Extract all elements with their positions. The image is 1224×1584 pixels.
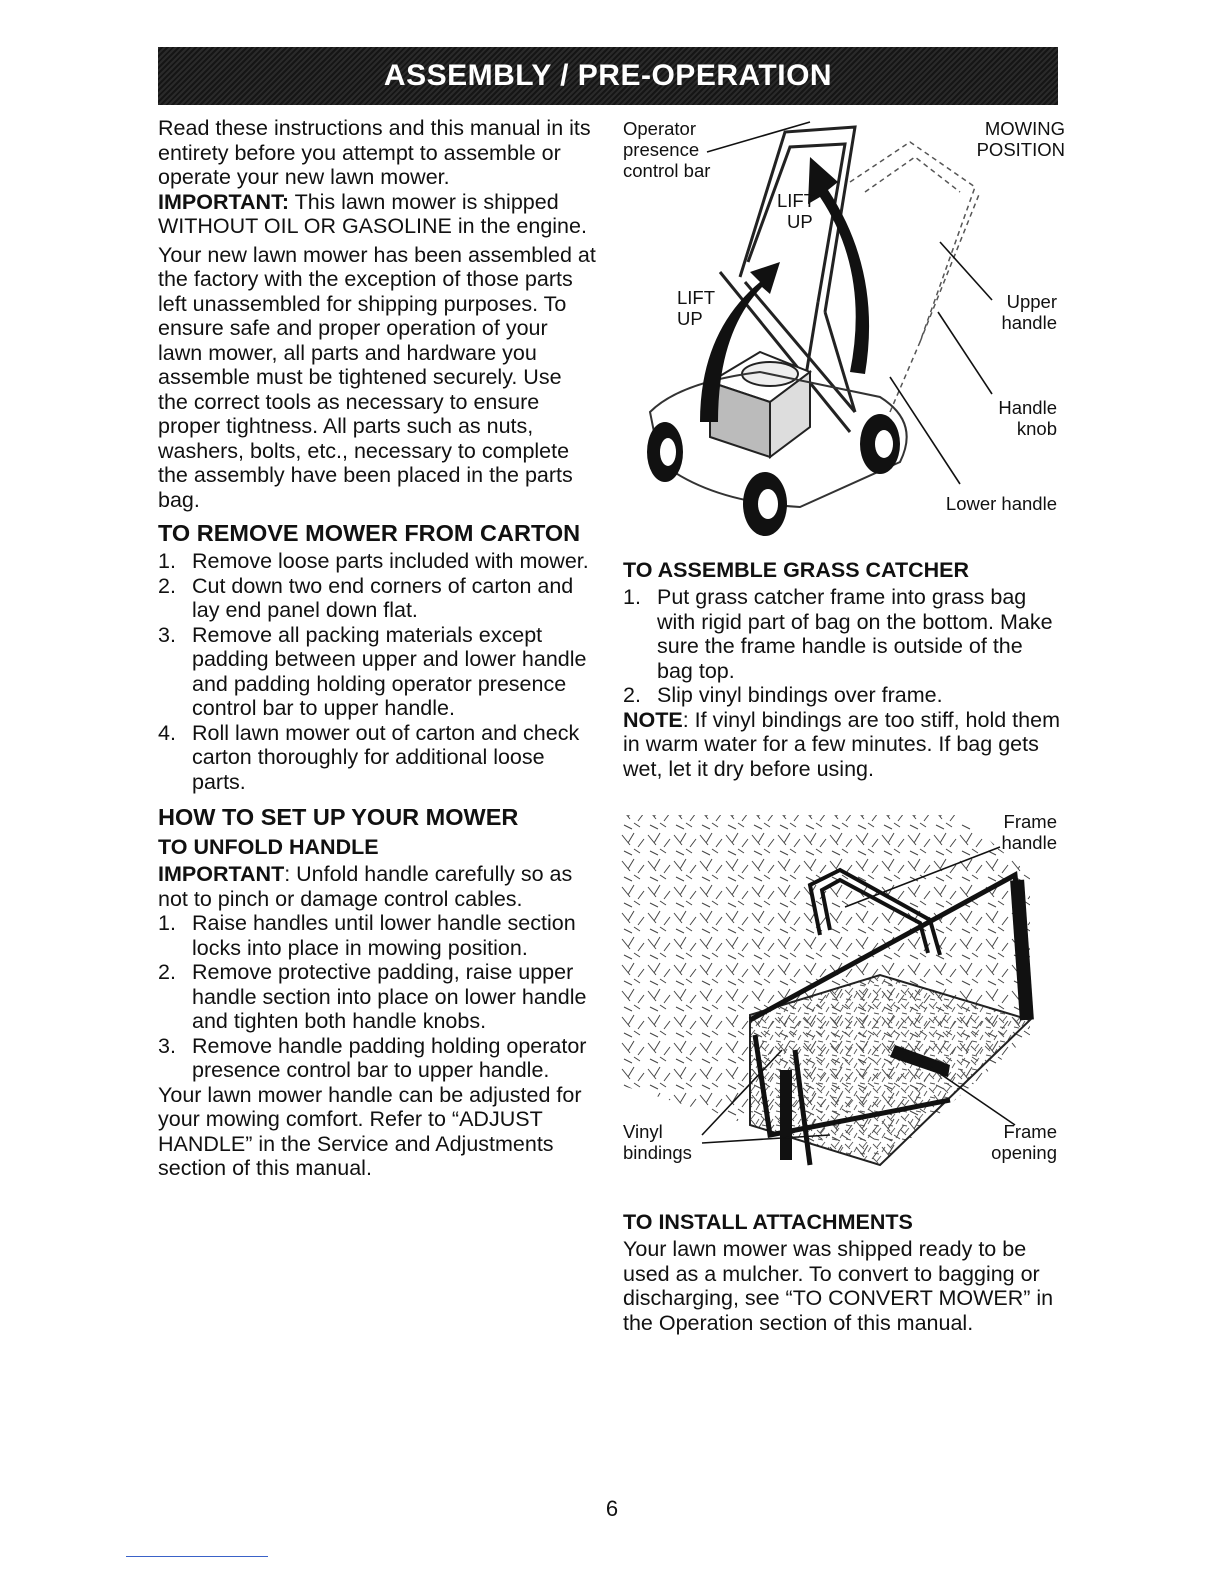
grass-catcher-figure (620, 805, 1065, 1180)
mower-handle-figure (620, 112, 1065, 542)
list-item: 2. Slip vinyl bindings over frame. (623, 683, 943, 707)
footer-rule (126, 1556, 268, 1557)
remove-heading: TO REMOVE MOWER FROM CARTON (158, 520, 581, 546)
unfold-heading: TO UNFOLD HANDLE (158, 835, 379, 859)
attachments-text: Your lawn mower was shipped ready to be used as a mulcher. To convert to bagging or discharging, see “TO CONVERT MOWER” in the Operation section of this manual. (623, 1237, 1054, 1335)
vinyl-bindings-label: Vinyl bindings (623, 1121, 692, 1163)
list-item: 4. Roll lawn mower out of carton and check carton thoroughly for additional loose parts. (158, 720, 580, 794)
list-item: 1. Remove loose parts included with mower. (158, 549, 589, 573)
important-label: IMPORTANT (158, 862, 285, 886)
section-title: ASSEMBLY / PRE-OPERATION (383, 59, 833, 92)
note-paragraph: NOTE: If vinyl bindings are too stiff, hold them in warm water for a few minutes. If bag gets wet, let it dry before using. (623, 707, 1060, 781)
catcher-heading: TO ASSEMBLE GRASS CATCHER (623, 558, 970, 582)
setup-steps (158, 911, 596, 1083)
unfold-important: IMPORTANT: Unfold handle carefully so as not to pinch or damage control cables. (158, 862, 573, 911)
mowing-position-label: MOWING POSITION (976, 118, 1065, 160)
frame-opening-label: Frame opening (991, 1121, 1057, 1163)
list-item: 2. Remove protective padding, raise upper handle section into place on lower handle and tighten both handle knobs. (158, 960, 587, 1033)
setup-heading: HOW TO SET UP YOUR MOWER (158, 804, 519, 830)
list-item: 2. Cut down two end corners of carton and lay end panel down flat. (158, 573, 574, 622)
attachments-section (623, 1210, 1063, 1335)
important-note (158, 190, 596, 239)
list-item: 3. Remove handle padding holding operator presence control bar to upper handle. (158, 1033, 587, 1082)
upper-handle-label: Upper handle (1001, 291, 1057, 333)
important-text: This lawn mower is shipped WITHOUT OIL OR GASOLINE in the engine. (158, 189, 587, 238)
frame-handle-label: Frame handle (1001, 811, 1057, 853)
factory-paragraph: Your new lawn mower has been assembled at the factory with the exception of those parts left unassembled for shipping purposes. To ensure safe and proper operation of your lawn mower, all parts and hardware you assemble must be tightened securely. Use the correct tools as necessary to ensure proper tightness. All parts such as nuts, washers, bolts, etc., necessary to complete the assembly have been placed in the parts bag. (158, 242, 596, 512)
operator-bar-label: Operator presence control bar (623, 118, 711, 181)
attachments-heading: TO INSTALL ATTACHMENTS (623, 1210, 913, 1234)
handle-knob-label: Handle knob (998, 397, 1057, 439)
adjust-paragraph: Your lawn mower handle can be adjusted for your mowing comfort. Refer to “ADJUST HANDLE” in the Service and Adjustments section of this manual. (158, 1082, 582, 1180)
grass-catcher-section (623, 558, 1063, 781)
page-number: 6 (605, 1496, 619, 1521)
lift-up-label: LIFT UP (777, 190, 816, 232)
catcher-steps (623, 585, 1063, 708)
remove-steps (158, 549, 596, 794)
important-label: IMPORTANT: (158, 189, 289, 214)
list-item: 3. Remove all packing materials except padding between upper and lower handle and padding holding operator presence control bar to upper handle. (158, 622, 587, 720)
intro-paragraph: Read these instructions and this manual in its entirety before you attempt to assemble or operate your new lawn mower. (158, 116, 591, 189)
section-banner (158, 47, 1058, 105)
left-column (158, 116, 596, 1181)
list-item: 1. Raise handles until lower handle section locks into place in mowing position. (158, 911, 576, 960)
list-item: 1. Put grass catcher frame into grass bag with rigid part of bag on the bottom. Make sure the frame handle is outside of the bag top. (623, 585, 1053, 683)
lower-handle-label: Lower handle (945, 493, 1057, 514)
note-label: NOTE (623, 707, 683, 732)
lift-up-label: LIFT UP (677, 287, 716, 329)
